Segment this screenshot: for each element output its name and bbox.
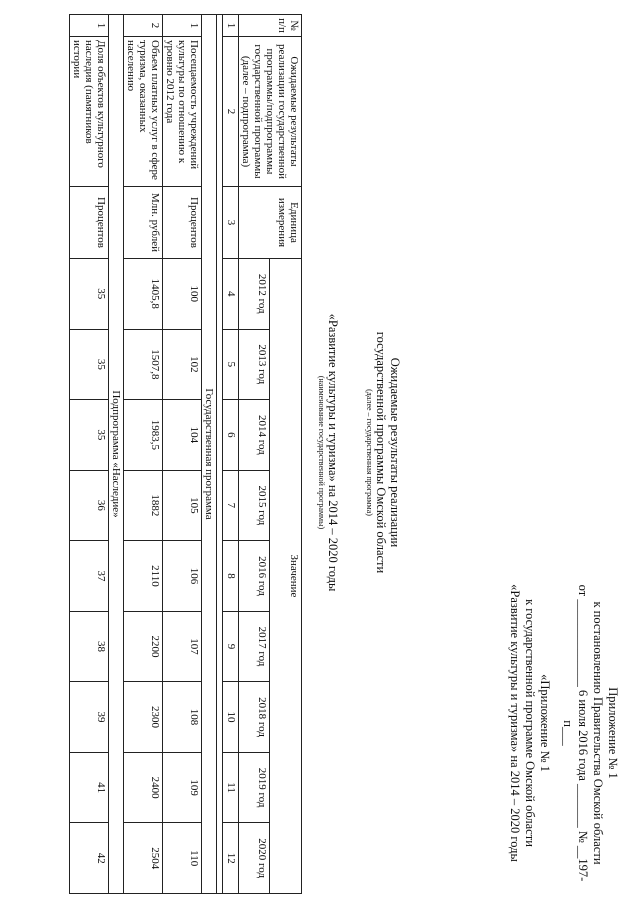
approval-line-2: «Развитие культуры и туризма» на 2014 – 2020 годы [508, 584, 522, 862]
column-number: 4 [223, 259, 239, 330]
section-state-program: Государственная программа [202, 15, 217, 894]
column-number: 8 [223, 541, 239, 612]
row-value: 35 [70, 400, 109, 471]
row-value: 2300 [124, 682, 163, 753]
row-value: 109 [163, 752, 202, 823]
approval-line-1: к государственной программе Омской области [523, 599, 537, 847]
table-header-row [270, 15, 302, 894]
row-unit: Процентов [70, 187, 109, 259]
row-value: 2110 [124, 541, 163, 612]
header-year: 2016 год [239, 541, 271, 612]
header-result: Ожидаемые результаты реализации государственной программы/подпрограммы государственной программы (далее – подпрограмма) [239, 37, 302, 187]
row-value: 1405,8 [124, 259, 163, 330]
row-value: 1983,5 [124, 400, 163, 471]
row-value: 107 [163, 611, 202, 682]
table-row [70, 15, 109, 894]
row-value: 1882 [124, 470, 163, 541]
row-value: 104 [163, 400, 202, 471]
approval-header [507, 563, 552, 883]
row-value: 100 [163, 259, 202, 330]
section-row [202, 15, 217, 894]
results-title-line-1: Ожидаемые результаты реализации [388, 357, 402, 548]
column-number: 1 [223, 15, 239, 37]
row-unit: Млн. рублей [124, 187, 163, 259]
results-table [69, 14, 302, 894]
column-number: 11 [223, 752, 239, 823]
row-unit: Процентов [163, 187, 202, 259]
row-value: 110 [163, 823, 202, 894]
row-value: 2200 [124, 611, 163, 682]
column-number: 12 [223, 823, 239, 894]
header-value: Значение [270, 259, 302, 894]
results-title-line-2: государственной программы Омской области [374, 331, 388, 574]
row-value: 41 [70, 752, 109, 823]
row-number: 2 [124, 15, 163, 37]
column-number: 3 [223, 187, 239, 259]
row-value: 102 [163, 329, 202, 400]
header-year: 2019 год [239, 752, 271, 823]
column-number: 6 [223, 400, 239, 471]
row-number: 1 [70, 15, 109, 37]
header-year: 2013 год [239, 329, 271, 400]
program-name-note: (наименование государственной программы) [317, 375, 326, 530]
column-number-row [223, 15, 239, 894]
row-value: 105 [163, 470, 202, 541]
header-year: 2012 год [239, 259, 271, 330]
header-year: 2015 год [239, 470, 271, 541]
row-value: 39 [70, 682, 109, 753]
column-number: 5 [223, 329, 239, 400]
appendix-line-1: к постановлению Правительства Омской области [591, 601, 605, 865]
row-value: 37 [70, 541, 109, 612]
appendix-header [560, 583, 620, 883]
row-value: 1507,8 [124, 329, 163, 400]
row-result-name: Посещаемость учреждений культуры по отношению к уровню 2012 года [163, 37, 202, 187]
program-title [316, 0, 340, 905]
row-result-name: Объем платных услуг в сфере туризма, оказанных населению [124, 37, 163, 187]
row-value: 38 [70, 611, 109, 682]
header-unit: Единица измерения [239, 187, 302, 259]
spacer-row [217, 15, 223, 894]
row-value: 36 [70, 470, 109, 541]
row-number: 1 [163, 15, 202, 37]
section-row [109, 15, 124, 894]
row-result-name: Доля объектов культурного наследия (памятников истории [70, 37, 109, 187]
appendix-line-2: от ______________ 6 июля 2016 года _______ № __197-п___ [561, 584, 590, 882]
column-number: 9 [223, 611, 239, 682]
row-value: 2504 [124, 823, 163, 894]
header-year: 2020 год [239, 823, 271, 894]
results-title-note: (далее – государственная программа) [365, 389, 374, 516]
section-heritage-subprogram: Подпрограмма «Наследие» [109, 15, 124, 894]
row-value: 2400 [124, 752, 163, 823]
appendix-title: Приложение № 1 [606, 687, 620, 779]
row-value: 35 [70, 329, 109, 400]
row-value: 106 [163, 541, 202, 612]
approval-title: «Приложение № 1 [538, 674, 552, 772]
program-name: «Развитие культуры и туризма» на 2014 – 2020 годы [326, 313, 340, 592]
row-value: 108 [163, 682, 202, 753]
column-number: 2 [223, 37, 239, 187]
table-row [124, 15, 163, 894]
results-title [364, 0, 402, 905]
column-number: 10 [223, 682, 239, 753]
table-row [163, 15, 202, 894]
row-value: 42 [70, 823, 109, 894]
header-year: 2014 год [239, 400, 271, 471]
header-year: 2017 год [239, 611, 271, 682]
row-value: 35 [70, 259, 109, 330]
header-year: 2018 год [239, 682, 271, 753]
column-number: 7 [223, 470, 239, 541]
header-number: № п/п [239, 15, 302, 37]
spacer-cell [217, 15, 223, 894]
